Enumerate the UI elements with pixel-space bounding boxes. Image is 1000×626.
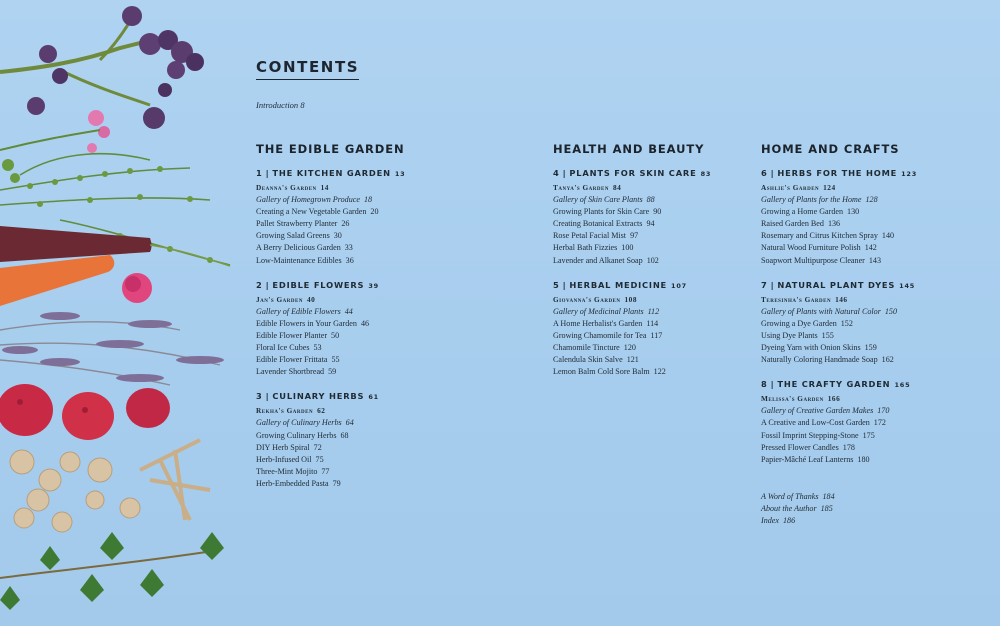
toc-entry bbox=[761, 230, 991, 242]
intro-page: 8 bbox=[300, 100, 305, 110]
entry-title: A Berry Delicious Garden bbox=[256, 243, 341, 253]
entry-page: 112 bbox=[647, 306, 660, 316]
section-home-crafts bbox=[761, 142, 991, 479]
chapter-title: HERBAL MEDICINE bbox=[569, 279, 668, 290]
red-potato-illustration bbox=[0, 384, 170, 440]
entry-title: Growing a Dye Garden bbox=[761, 318, 837, 328]
entry-page: 88 bbox=[646, 195, 655, 205]
entry-title: Floral Ice Cubes bbox=[256, 343, 310, 353]
entry-page: 178 bbox=[842, 442, 855, 452]
entry-title: Chamomile Tincture bbox=[553, 343, 620, 353]
toc-entry bbox=[553, 342, 753, 354]
toc-entry bbox=[256, 478, 516, 490]
toc-entry bbox=[256, 442, 516, 454]
toc-entry bbox=[761, 182, 991, 194]
carrot-illustration bbox=[0, 226, 230, 306]
toc-entry bbox=[761, 454, 991, 466]
chapter-page: 123 bbox=[901, 170, 918, 178]
entry-page: 122 bbox=[653, 367, 666, 377]
entry-page: 124 bbox=[823, 183, 836, 192]
toc-entry bbox=[553, 242, 753, 254]
back-matter-entry bbox=[761, 503, 835, 515]
toc-entry bbox=[553, 255, 753, 267]
chapter-number: 4 bbox=[553, 168, 560, 178]
chapter-block bbox=[256, 168, 516, 267]
toc-entry bbox=[256, 218, 516, 230]
toc-entry bbox=[256, 354, 516, 366]
chapter-block bbox=[256, 391, 516, 490]
toc-entry bbox=[256, 306, 516, 318]
toc-entry bbox=[761, 194, 991, 206]
entry-page: 146 bbox=[835, 294, 848, 304]
entry-title: Rose Petal Facial Mist bbox=[553, 231, 627, 241]
entry-title: Gallery of Edible Flowers bbox=[256, 306, 341, 316]
entry-page: 33 bbox=[344, 243, 353, 253]
toc-entry bbox=[256, 294, 516, 306]
entry-title: Calendula Skin Salve bbox=[553, 355, 623, 365]
chapter-page: 39 bbox=[368, 281, 379, 290]
toc-entry bbox=[256, 466, 516, 478]
entry-title: Growing Plants for Skin Care bbox=[553, 207, 650, 217]
toc-entry bbox=[761, 242, 991, 254]
entry-title: Giovanna's Garden bbox=[553, 294, 621, 304]
entry-page: 102 bbox=[646, 255, 659, 265]
entry-title: Growing Culinary Herbs bbox=[256, 430, 337, 440]
chapter-title: THE KITCHEN GARDEN bbox=[272, 168, 391, 178]
entry-title: Growing Chamomile for Tea bbox=[553, 330, 647, 340]
entry-title: Creating a New Vegetable Garden bbox=[256, 207, 367, 217]
entry-title: Pallet Strawberry Planter bbox=[256, 219, 338, 229]
chapter-number: 1 bbox=[256, 168, 263, 178]
toc-entry bbox=[761, 393, 991, 405]
toc-entry bbox=[553, 306, 753, 318]
chapter-separator: | bbox=[562, 168, 567, 178]
chapter-page: 61 bbox=[368, 393, 379, 402]
entry-title: Fossil Imprint Stepping-Stone bbox=[761, 430, 859, 440]
toc-entry bbox=[553, 354, 753, 366]
toc-entry bbox=[761, 318, 991, 330]
entry-page: 120 bbox=[623, 343, 636, 353]
toc-entry bbox=[761, 417, 991, 429]
entry-page: 79 bbox=[332, 478, 341, 488]
chapter-block bbox=[553, 168, 753, 267]
toc-entry bbox=[761, 342, 991, 354]
intro-entry bbox=[256, 100, 305, 110]
toc-entry bbox=[761, 354, 991, 366]
toc-entry bbox=[761, 294, 991, 306]
entry-page: 30 bbox=[333, 231, 342, 241]
entry-title: Lavender and Alkanet Soap bbox=[553, 255, 643, 265]
entry-page: 77 bbox=[321, 466, 330, 476]
entry-page: 40 bbox=[306, 294, 316, 304]
entry-title: Tanya's Garden bbox=[553, 183, 609, 192]
chapter-heading bbox=[761, 280, 991, 290]
entry-title: About the Author bbox=[761, 504, 817, 514]
toc-entry bbox=[761, 306, 991, 318]
chapter-separator: | bbox=[770, 279, 775, 290]
chapter-number: 7 bbox=[761, 279, 768, 290]
chapter-page: 165 bbox=[894, 381, 911, 390]
entry-page: 152 bbox=[840, 318, 853, 328]
chapter-separator: | bbox=[265, 391, 270, 402]
chapter-heading bbox=[256, 168, 516, 178]
section-health-beauty bbox=[553, 142, 753, 391]
entry-title: Dyeing Yarn with Onion Skins bbox=[761, 343, 861, 353]
entry-page: 117 bbox=[650, 330, 663, 340]
entry-page: 159 bbox=[864, 343, 877, 353]
entry-page: 150 bbox=[884, 306, 897, 316]
entry-page: 100 bbox=[621, 243, 634, 253]
entry-title: Natural Wood Furniture Polish bbox=[761, 243, 861, 253]
entry-title: Index bbox=[761, 516, 779, 526]
entry-page: 142 bbox=[864, 243, 877, 253]
entry-page: 53 bbox=[313, 343, 322, 353]
chapter-page: 13 bbox=[394, 170, 406, 178]
entry-page: 186 bbox=[782, 516, 796, 526]
entry-title: Herbal Bath Fizzies bbox=[553, 243, 618, 253]
toc-entry bbox=[256, 454, 516, 466]
entry-page: 62 bbox=[317, 406, 326, 416]
toc-entry bbox=[256, 206, 516, 218]
chapter-title: PLANTS FOR SKIN CARE bbox=[569, 168, 697, 178]
entry-page: 97 bbox=[630, 231, 639, 241]
entry-page: 90 bbox=[653, 207, 662, 217]
entry-title: Lavender Shortbread bbox=[256, 367, 325, 377]
chapter-heading bbox=[256, 391, 516, 401]
entry-title: A Creative and Low-Cost Garden bbox=[761, 418, 870, 428]
entry-title: Gallery of Creative Garden Makes bbox=[761, 406, 874, 416]
entry-page: 68 bbox=[340, 430, 349, 440]
chapter-separator: | bbox=[265, 168, 270, 178]
entry-page: 108 bbox=[624, 294, 637, 304]
entry-title: Naturally Coloring Handmade Soap bbox=[761, 355, 878, 365]
entry-page: 185 bbox=[820, 504, 833, 514]
chapter-heading bbox=[761, 379, 991, 389]
entry-title: Creating Botanical Extracts bbox=[553, 219, 643, 229]
toc-entry bbox=[256, 405, 516, 417]
back-matter-entry bbox=[761, 491, 835, 503]
chapter-separator: | bbox=[770, 168, 775, 178]
entry-title: DIY Herb Spiral bbox=[256, 442, 310, 452]
entry-title: Rekha's Garden bbox=[256, 406, 314, 416]
contents-title: CONTENTS bbox=[256, 58, 359, 80]
chapter-page: 83 bbox=[700, 170, 712, 178]
chapter-title: THE CRAFTY GARDEN bbox=[777, 379, 891, 390]
chapter-heading bbox=[553, 168, 753, 178]
entry-title: Papier-Mâché Leaf Lanterns bbox=[761, 454, 854, 464]
entry-title: Rosemary and Citrus Kitchen Spray bbox=[761, 231, 878, 241]
entry-title: Edible Flowers in Your Garden bbox=[256, 318, 357, 328]
toc-entry bbox=[256, 194, 516, 206]
entry-title: Melissa's Garden bbox=[761, 394, 824, 404]
entry-title: Gallery of Plants with Natural Color bbox=[761, 306, 881, 316]
entry-title: Edible Flower Frittata bbox=[256, 355, 328, 365]
toc-entry bbox=[256, 242, 516, 254]
entry-title: Gallery of Medicinal Plants bbox=[553, 306, 644, 316]
section-edible-garden bbox=[256, 142, 516, 503]
dried-root-slices-illustration bbox=[10, 440, 210, 532]
chapter-number: 6 bbox=[761, 168, 768, 178]
chapter-number: 8 bbox=[761, 379, 768, 390]
entry-page: 55 bbox=[331, 355, 340, 365]
chapter-number: 2 bbox=[256, 279, 263, 290]
section-title: HEALTH AND BEAUTY bbox=[553, 142, 705, 156]
entry-page: 140 bbox=[881, 231, 895, 241]
chapter-block bbox=[761, 280, 991, 367]
back-matter-entry bbox=[761, 515, 835, 527]
entry-page: 75 bbox=[315, 454, 324, 464]
entry-page: 170 bbox=[877, 406, 890, 416]
pink-blossom-illustration bbox=[0, 110, 110, 153]
toc-entry bbox=[553, 206, 753, 218]
toc-entry bbox=[553, 330, 753, 342]
chapter-page: 145 bbox=[899, 281, 916, 290]
toc-entry bbox=[553, 218, 753, 230]
ivy-vine-illustration bbox=[0, 532, 224, 610]
toc-entry bbox=[761, 206, 991, 218]
toc-entry bbox=[256, 318, 516, 330]
section-title: HOME AND CRAFTS bbox=[761, 142, 900, 156]
entry-title: Gallery of Plants for the Home bbox=[761, 195, 862, 205]
entry-page: 130 bbox=[847, 207, 860, 217]
entry-title: A Home Herbalist's Garden bbox=[553, 318, 643, 328]
chapter-number: 3 bbox=[256, 391, 263, 402]
intro-label: Introduction bbox=[256, 100, 299, 110]
entry-page: 84 bbox=[612, 183, 622, 192]
entry-page: 114 bbox=[646, 318, 659, 328]
entry-page: 26 bbox=[341, 219, 350, 229]
chapter-block bbox=[761, 168, 991, 267]
toc-entry bbox=[553, 318, 753, 330]
entry-page: 175 bbox=[862, 430, 875, 440]
entry-page: 46 bbox=[360, 318, 370, 328]
toc-entry bbox=[256, 430, 516, 442]
entry-page: 121 bbox=[626, 355, 639, 365]
toc-entry bbox=[256, 366, 516, 378]
toc-entry bbox=[553, 294, 753, 306]
entry-title: Gallery of Homegrown Produce bbox=[256, 195, 360, 205]
entry-page: 128 bbox=[865, 195, 878, 205]
chapter-separator: | bbox=[265, 279, 270, 290]
entry-page: 184 bbox=[822, 492, 835, 501]
chapter-heading bbox=[256, 280, 516, 290]
toc-entry bbox=[761, 430, 991, 442]
toc-entry bbox=[761, 405, 991, 417]
entry-title: A Word of Thanks bbox=[761, 492, 819, 501]
chapter-page: 107 bbox=[671, 281, 687, 290]
toc-entry bbox=[761, 442, 991, 454]
entry-page: 180 bbox=[857, 454, 870, 464]
toc-entry bbox=[256, 230, 516, 242]
back-matter bbox=[761, 491, 835, 527]
toc-entry bbox=[761, 218, 991, 230]
entry-page: 94 bbox=[646, 219, 655, 229]
entry-title: Growing a Home Garden bbox=[761, 207, 844, 217]
entry-title: Using Dye Plants bbox=[761, 330, 818, 340]
chapter-block bbox=[761, 379, 991, 466]
toc-entry bbox=[553, 194, 753, 206]
toc-entry bbox=[256, 342, 516, 354]
entry-page: 18 bbox=[363, 195, 373, 205]
chapter-title: NATURAL PLANT DYES bbox=[777, 279, 896, 290]
lavender-illustration bbox=[0, 322, 220, 385]
entry-title: Pressed Flower Candles bbox=[761, 442, 839, 452]
chapter-separator: | bbox=[562, 279, 567, 290]
entry-title: Soapwort Multipurpose Cleaner bbox=[761, 255, 865, 265]
chapter-heading bbox=[761, 168, 991, 178]
toc-entry bbox=[256, 417, 516, 429]
entry-page: 20 bbox=[370, 207, 379, 217]
entry-title: Three-Mint Mojito bbox=[256, 466, 318, 476]
toc-entry bbox=[761, 255, 991, 267]
entry-title: Ashlie's Garden bbox=[761, 183, 820, 192]
entry-title: Edible Flower Planter bbox=[256, 330, 328, 340]
toc-entry bbox=[256, 330, 516, 342]
entry-title: Low-Maintenance Edibles bbox=[256, 255, 342, 265]
entry-title: Herb-Infused Oil bbox=[256, 454, 312, 464]
entry-title: Jan's Garden bbox=[256, 294, 303, 304]
toc-entry bbox=[256, 255, 516, 267]
chapter-block bbox=[553, 280, 753, 379]
chapter-heading bbox=[553, 280, 753, 290]
entry-page: 166 bbox=[827, 394, 841, 404]
chapter-title: HERBS FOR THE HOME bbox=[777, 168, 898, 178]
entry-page: 44 bbox=[344, 306, 353, 316]
toc-entry bbox=[553, 182, 753, 194]
photo-illustration bbox=[0, 0, 250, 626]
entry-page: 162 bbox=[881, 355, 894, 365]
section-title: THE EDIBLE GARDEN bbox=[256, 142, 405, 156]
entry-page: 72 bbox=[313, 442, 322, 452]
toc-entry bbox=[256, 182, 516, 194]
toc-entry bbox=[761, 330, 991, 342]
toc-entry bbox=[553, 366, 753, 378]
entry-title: Lemon Balm Cold Sore Balm bbox=[553, 367, 650, 377]
chapter-number: 5 bbox=[553, 279, 560, 290]
entry-title: Raised Garden Bed bbox=[761, 219, 824, 229]
entry-title: Growing Salad Greens bbox=[256, 231, 330, 241]
herbs-flowers-vegetables-photo bbox=[0, 0, 250, 626]
chapter-separator: | bbox=[770, 379, 775, 390]
entry-page: 143 bbox=[868, 255, 881, 265]
toc-entry bbox=[553, 230, 753, 242]
entry-title: Teresinha's Garden bbox=[761, 294, 832, 304]
chapter-block bbox=[256, 280, 516, 379]
entry-title: Herb-Embedded Pasta bbox=[256, 478, 329, 488]
chapter-title: EDIBLE FLOWERS bbox=[272, 279, 365, 290]
entry-page: 59 bbox=[328, 367, 337, 377]
chapter-title: CULINARY HERBS bbox=[272, 391, 365, 402]
entry-page: 172 bbox=[873, 418, 886, 428]
entry-title: Deanna's Garden bbox=[256, 183, 317, 192]
entry-page: 36 bbox=[345, 255, 354, 265]
pink-flower-illustration bbox=[122, 273, 152, 303]
entry-page: 50 bbox=[331, 330, 340, 340]
entry-page: 64 bbox=[345, 418, 354, 428]
entry-page: 14 bbox=[320, 183, 329, 192]
entry-page: 155 bbox=[821, 330, 834, 340]
entry-title: Gallery of Culinary Herbs bbox=[256, 418, 342, 428]
entry-title: Gallery of Skin Care Plants bbox=[553, 195, 643, 205]
purple-broccoli-illustration bbox=[0, 6, 204, 129]
entry-page: 136 bbox=[827, 219, 841, 229]
